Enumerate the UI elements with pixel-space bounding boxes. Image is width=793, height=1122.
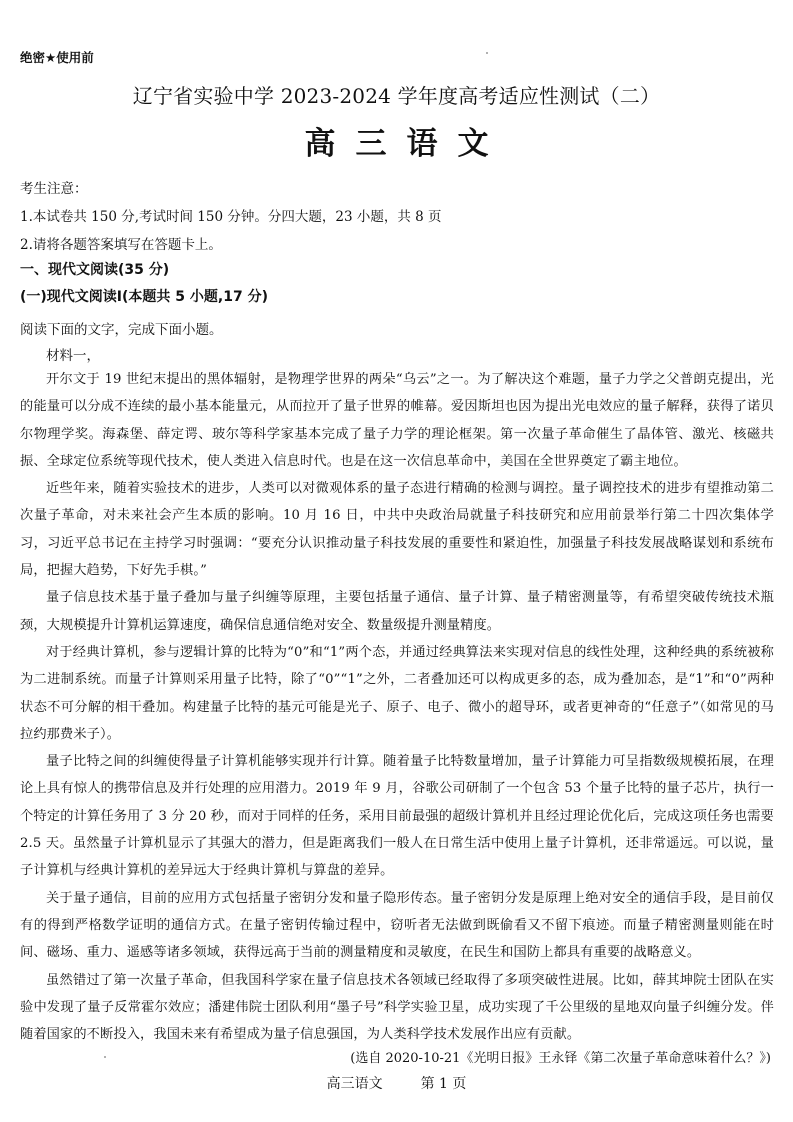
passage-paragraph: 量子信息技术基于量子叠加与量子纠缠等原理，主要包括量子通信、量子计算、量子精密测量等，有希望突破传统技术瓶颈，大规模提升计算机运算速度，确保信息通信绝对安全、数量级提升测量精度。 [20, 590, 774, 633]
exam-title: 辽宁省实验中学 2023-2024 学年度高考适应性测试（二） [132, 84, 661, 108]
footer-page-number: 第 1 页 [420, 1076, 467, 1092]
passage-paragraph: 近些年来，随着实验技术的进步，人类可以对微观体系的量子态进行精确的检测与调控。量子调控技术的进步有望推动第二次量子革命，对未来社会产生本质的影响。10 月 16 日，中共中央政治局就量子科技研究和应用前景举行第二十四次集体学习，习近平总书记在主持学习时强调：“要充分认识推动量子科技发展的重要性和紧迫性，加强量子科技发展战略谋划和系统布局，把握大趋势，下好先手棋。” [20, 481, 774, 579]
scan-speck [486, 52, 488, 54]
reading-instruction: 阅读下面的文字，完成下面小题。 [20, 322, 223, 338]
secret-mark: 绝密★使用前 [20, 50, 94, 65]
passage-paragraph: 关于量子通信，目前的应用方式包括量子密钥分发和量子隐形传态。量子密钥分发是原理上绝对安全的通信手段，是目前仅有的得到严格数学证明的通信方式。在量子密钥传输过程中，窃听者无法做到既偷看又不留下痕迹。而量子精密测量则能在时间、磁场、重力、遥感等诸多领域，获得远高于当前的测量精度和灵敏度，在民生和国防上都具有重要的战略意义。 [20, 890, 774, 961]
passage-paragraph: 虽然错过了第一次量子革命，但我国科学家在量子信息技术各领域已经取得了多项突破性进展。比如，薛其坤院士团队在实验中发现了量子反常霍尔效应；潘建伟院士团队利用“墨子号”科学实验卫星，成功实现了千公里级的星地双向量子纠缠分发。伴随着国家的不断投入，我国未来有希望成为量子信息强国，为人类科学技术发展作出应有贡献。 [20, 972, 774, 1043]
notice-item-1: 1.本试卷共 150 分,考试时间 150 分钟。分四大题，23 小题，共 8 页 [20, 209, 442, 225]
footer-subject: 高三语文 [326, 1076, 383, 1092]
passage-paragraph: 对于经典计算机，参与逻辑计算的比特为“0”和“1”两个态，并通过经典算法来实现对信息的线性处理，这种经典的系统被称为二进制系统。而量子计算则采用量子比特，除了“0”“1”之外，二者叠加还可以构成更多的态，成为叠加态，是“1”和“0”两种状态不可分解的相干叠加。构建量子比特的基元可能是光子、原子、电子、微小的超导环，或者更神奇的“任意子”（如常见的马拉约那费米子）。 [20, 644, 774, 742]
page-footer [0, 1073, 793, 1093]
passage-paragraph: 开尔文于 19 世纪末提出的黑体辐射，是物理学世界的两朵“乌云”之一。为了解决这个难题，量子力学之父普朗克提出，光的能量可以分成不连续的最小基本能量元，从而拉开了量子世界的帷幕。爱因斯坦也因为提出光电效应的量子解释，获得了诺贝尔物理学奖。海森堡、薛定谔、玻尔等科学家基本完成了量子力学的理论框架。第一次量子革命催生了晶体管、激光、核磁共振、全球定位系统等现代技术，使人类进入信息时代。也是在这一次信息革命中，美国在全世界奠定了霸主地位。 [20, 372, 774, 469]
passage-body [20, 366, 774, 1048]
passage-source: (选自 2020-10-21《光明日报》王永铎《第二次量子革命意味着什么？》) [350, 1051, 771, 1066]
material-label: 材料一， [46, 348, 100, 364]
section-subtitle: (一)现代文阅读Ⅰ(本题共 5 小题,17 分) [20, 289, 268, 305]
notice-item-2: 2.请将各题答案填写在答题卡上。 [20, 237, 222, 253]
scan-speck [104, 1056, 106, 1058]
passage-paragraph: 量子比特之间的纠缠使得量子计算机能够实现并行计算。随着量子比特数量增加，量子计算能力可呈指数级规模拓展，在理论上具有惊人的携带信息及并行处理的应用潜力。2019 年 9 月，谷歌公司研制了一个包含 53 个量子比特的量子芯片，执行一个特定的计算任务用了 3 分 20 秒，而对于同样的任务，采用目前最强的超级计算机并且经过理论优化后，完成这项任务也需要 2.5 天。虽然量子计算机显示了其强大的潜力，但是距离我们一般人在日常生活中使用上量子计算机，还非常遥远。可以说，量子计算机与经典计算机的差异远大于经典计算机与算盘的差异。 [20, 754, 774, 879]
notice-heading: 考生注意： [20, 181, 88, 197]
subject-title: 高三语文 [304, 126, 509, 162]
part-title: 一、现代文阅读(35 分) [20, 262, 170, 278]
